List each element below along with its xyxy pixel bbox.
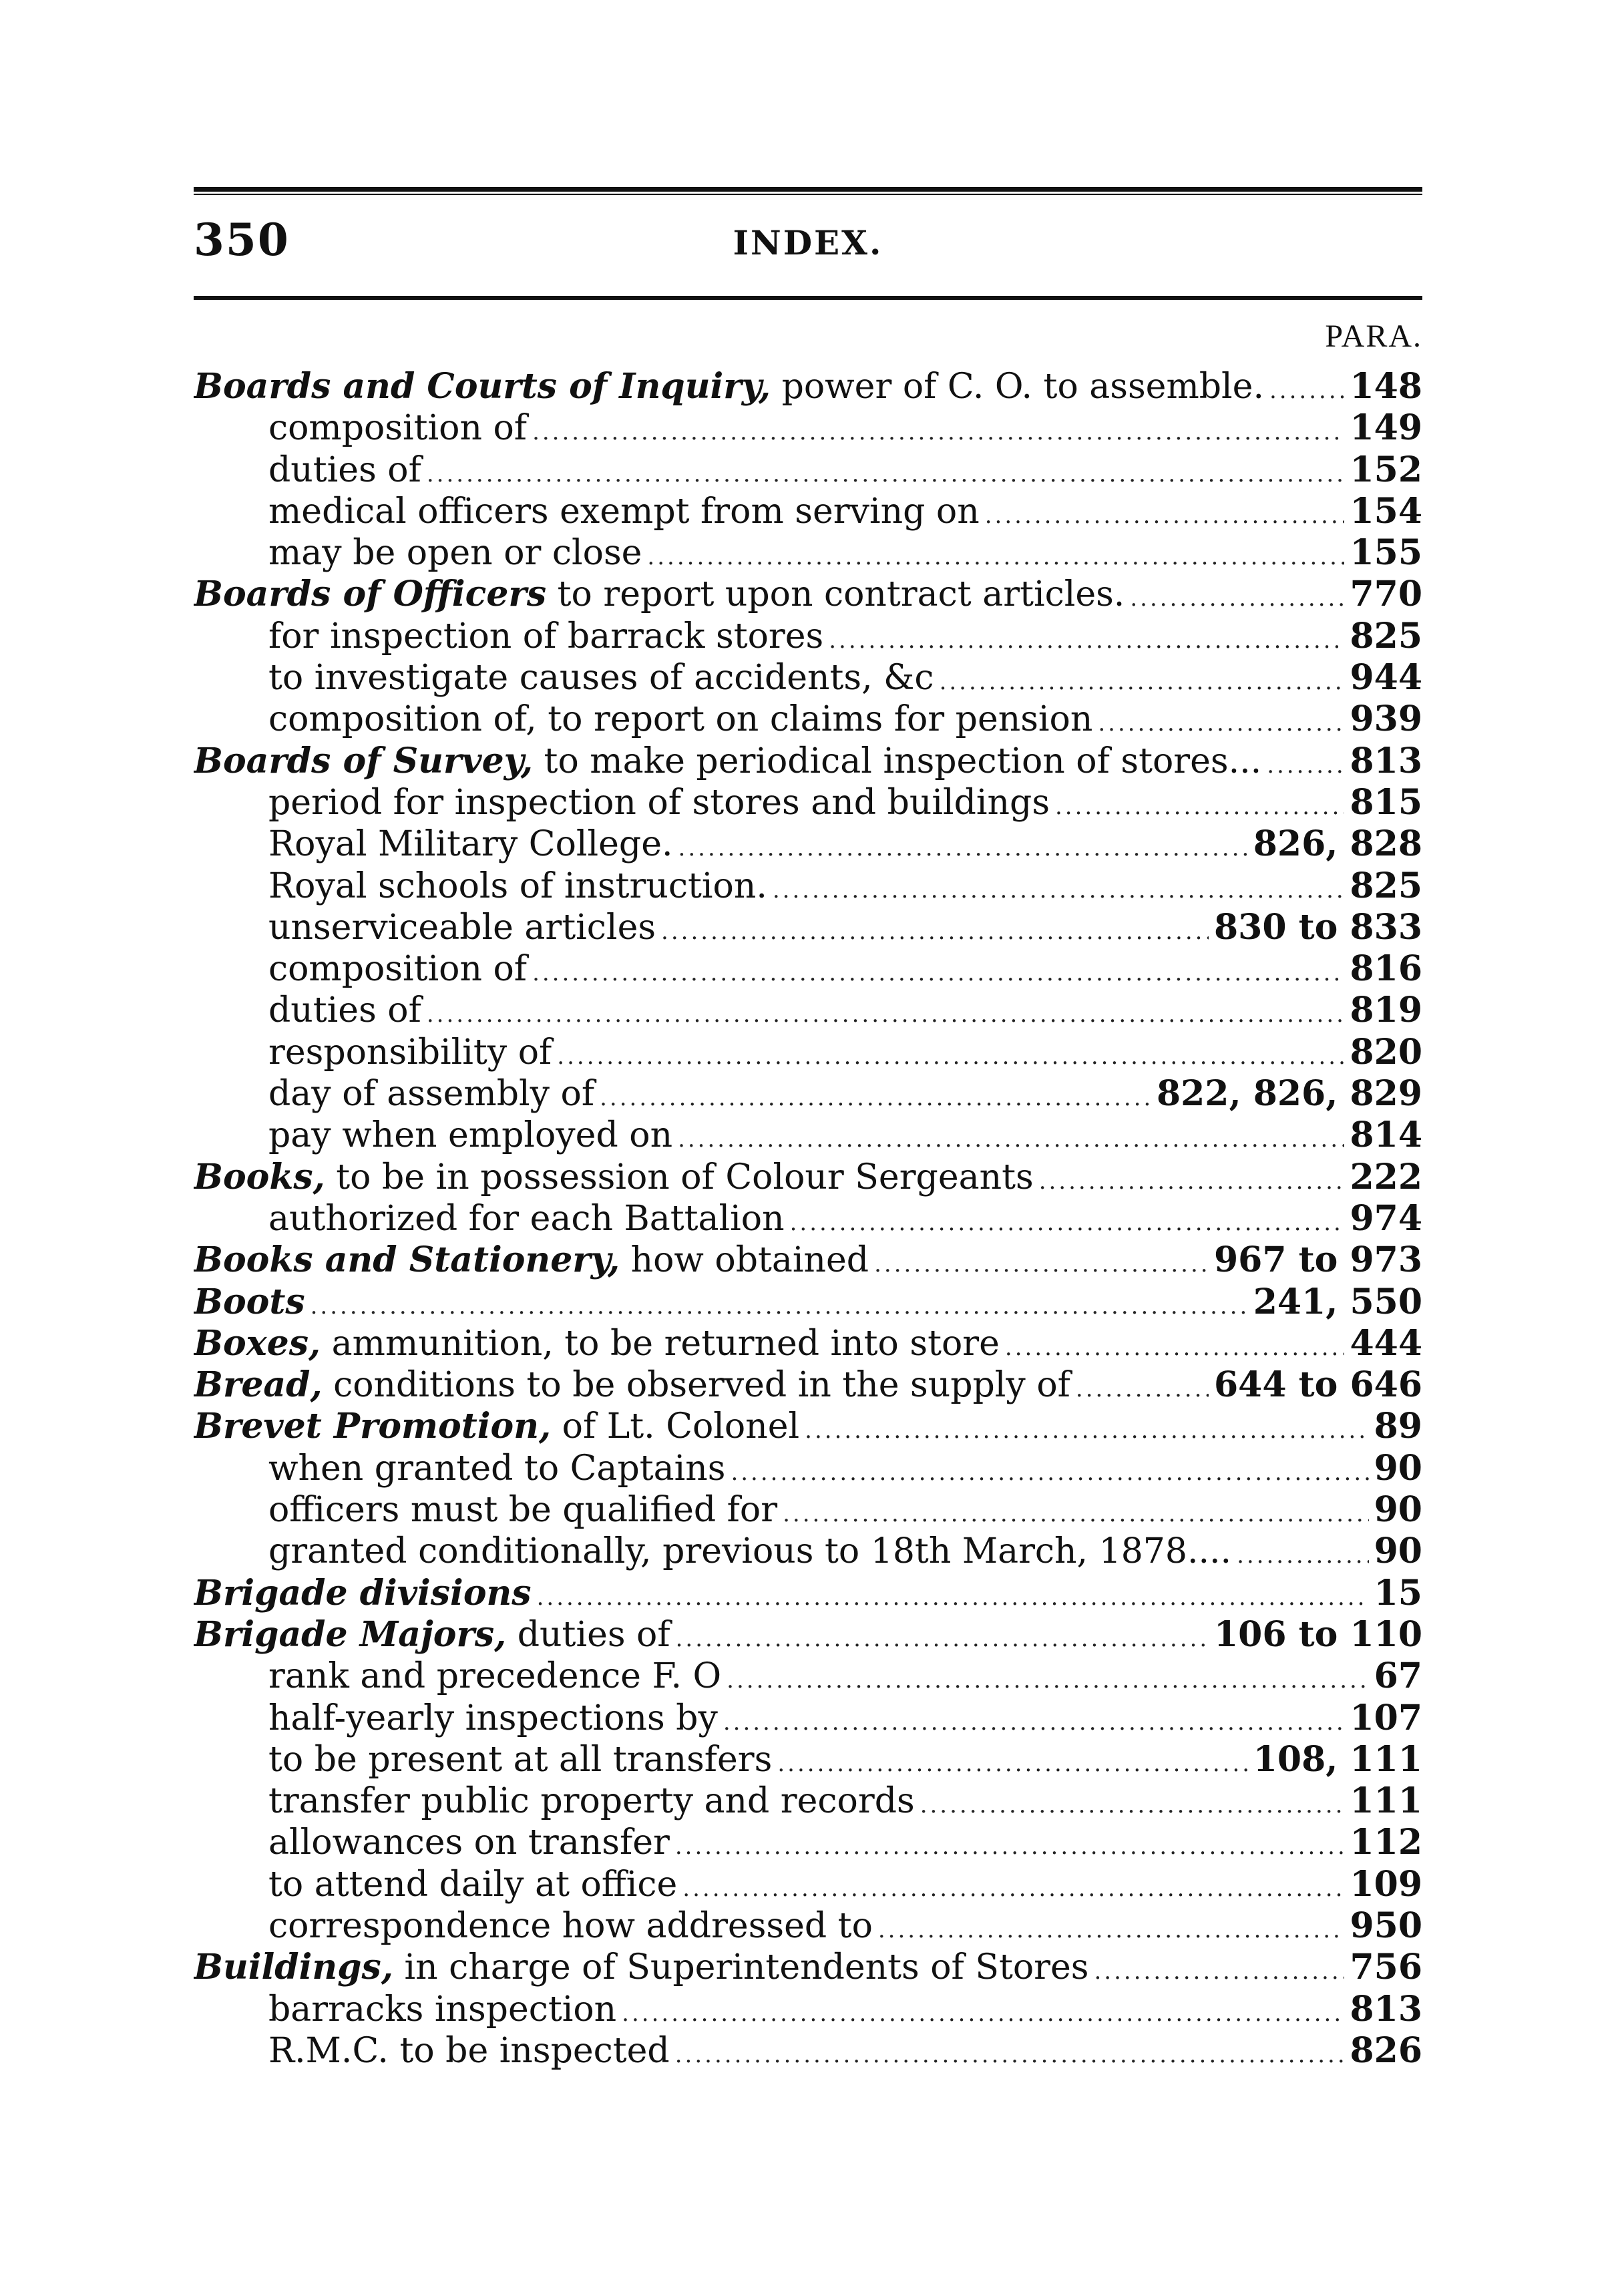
entry-text [194,1115,672,1156]
paragraph-reference: 826 [1350,2030,1422,2071]
dot-leader [675,1822,1345,1863]
index-entry [194,699,1422,740]
dot-leader [1130,574,1344,615]
dot-leader [829,616,1344,657]
index-entry [194,1905,1422,1947]
entry-text [194,1614,670,1656]
paragraph-reference: 820 [1350,1031,1422,1073]
entry-text [194,1364,1070,1406]
index-entry [194,407,1422,449]
entry-text [194,1864,677,1905]
dot-leader [878,1905,1345,1947]
dot-leader [1005,1323,1345,1364]
dot-leader [661,907,1209,948]
top-rule [194,187,1422,192]
entry-description: composition of, to report on claims for pension [268,699,1093,740]
entry-text [194,741,1261,782]
paragraph-reference: 756 [1350,1947,1422,1988]
entry-heading: Brevet Promotion, [194,1406,552,1447]
entry-text [194,990,421,1031]
dot-leader [622,1989,1344,2030]
entry-text [194,1822,670,1863]
index-entry [194,1989,1422,2030]
dot-leader [682,1864,1344,1905]
entry-text [194,1073,594,1115]
index-entry [194,1364,1422,1406]
entry-text [194,1780,915,1822]
entry-description: Royal Military College. [268,824,673,865]
entry-text [194,1905,873,1947]
entry-text [194,1989,616,2030]
entry-description: to make periodical inspection of stores... [544,741,1262,781]
entry-text [194,1157,1034,1198]
page-header [194,214,1422,280]
entry-heading: Boards of Survey, [194,740,534,781]
index-entry [194,1780,1422,1822]
paragraph-reference: 241, 550 [1253,1281,1422,1322]
index-entry [194,1032,1422,1073]
index-entry [194,657,1422,699]
entry-text [194,657,934,699]
dot-leader [537,1573,1369,1614]
index-entry [194,1864,1422,1905]
entry-description: to report upon contract articles. [557,574,1125,615]
entry-heading: Buildings, [194,1947,393,1988]
dot-leader [1237,1531,1369,1572]
index-entry [194,1115,1422,1156]
dot-leader [790,1198,1345,1239]
index-entry [194,366,1422,407]
entry-description: officers must be qualified for [268,1490,778,1531]
dot-leader [311,1282,1248,1323]
entry-text [194,699,1092,740]
index-entry [194,1406,1422,1447]
header-rule [194,296,1422,300]
dot-leader [1039,1157,1345,1198]
index-entry [194,782,1422,823]
entry-description: for inspection of barrack stores [268,616,824,656]
entry-description: half-yearly inspections by [268,1698,718,1738]
index-entry [194,1239,1422,1281]
index-entry [194,1489,1422,1531]
entry-description: day of assembly of [268,1074,595,1115]
entry-description: in charge of Superintendents of Stores [404,1947,1089,1988]
entry-heading: Brigade divisions [194,1572,532,1613]
paragraph-reference: 950 [1350,1905,1422,1946]
entry-description: barracks inspection [268,1989,617,2030]
index-entry [194,1739,1422,1780]
paragraph-reference: 974 [1350,1197,1422,1239]
entry-text [194,782,1050,823]
paragraph-reference: 770 [1350,574,1422,615]
entry-text [194,2030,670,2072]
paragraph-reference: 111 [1350,1780,1422,1822]
dot-leader [557,1032,1344,1073]
index-entry [194,1698,1422,1739]
entry-text [194,1282,305,1323]
entry-description: to investigate causes of accidents, &c [268,658,934,699]
dot-leader [727,1656,1368,1697]
index-entry [194,823,1422,865]
paragraph-reference: 825 [1350,865,1422,906]
paragraph-reference: 90 [1374,1489,1422,1531]
entry-text [194,1531,1231,1572]
entry-text [194,1448,725,1489]
entry-description: transfer public property and records [268,1781,915,1822]
paragraph-reference: 813 [1350,1988,1422,2030]
entry-text [194,1323,1000,1364]
paragraph-reference: 814 [1350,1115,1422,1156]
dot-leader [777,1739,1247,1780]
paragraph-reference: 444 [1350,1322,1422,1364]
dot-leader [532,407,1344,449]
paragraph-reference: 944 [1350,657,1422,699]
paragraph-reference: 830 to 833 [1214,906,1422,948]
index-entry [194,1157,1422,1198]
top-rule-thin [194,194,1422,195]
paragraph-reference: 825 [1350,615,1422,656]
entry-text [194,907,656,948]
entry-text [194,491,980,532]
paragraph-reference: 822, 826, 829 [1156,1073,1422,1115]
entry-description: authorized for each Battalion [268,1198,785,1239]
dot-leader [940,657,1345,699]
index-entry [194,1573,1422,1614]
paragraph-reference: 154 [1350,490,1422,532]
entry-description: power of C. O. to assemble. [781,367,1264,407]
entry-text [194,616,823,657]
entry-description: when granted to Captains [268,1448,726,1489]
index-entry [194,1614,1422,1656]
dot-leader [783,1489,1369,1531]
dot-leader [678,1115,1344,1156]
index-entry [194,741,1422,782]
paragraph-reference: 109 [1350,1863,1422,1905]
index-entry [194,616,1422,657]
dot-leader [773,866,1345,907]
entry-heading: Boards and Courts of Inquiry, [194,366,771,407]
entry-description: medical officers exempt from serving on [268,491,980,532]
paragraph-reference: 222 [1350,1156,1422,1197]
entry-heading: Boots [194,1281,305,1322]
paragraph-reference: 155 [1350,532,1422,574]
entry-text [194,532,642,574]
entry-text [194,823,673,865]
index-entry [194,1073,1422,1115]
index-entry [194,449,1422,491]
paragraph-reference: 967 to 973 [1214,1239,1422,1281]
dot-leader [678,823,1248,865]
paragraph-reference: 152 [1350,449,1422,490]
entry-description: period for inspection of stores and buildings [268,782,1050,823]
entry-description: rank and precedence F. O [268,1656,722,1697]
dot-leader [731,1448,1368,1489]
entry-text [194,1947,1088,1988]
paragraph-reference: 67 [1374,1656,1422,1697]
running-title: INDEX. [733,223,883,262]
entry-description: to be present at all transfers [268,1739,773,1780]
index-entry [194,1947,1422,1988]
entry-text [194,1198,785,1239]
entry-text [194,1698,718,1739]
dot-leader [532,948,1344,990]
entry-description: granted conditionally, previous to 18th March, 1878.... [268,1531,1232,1572]
index-entry [194,1323,1422,1364]
paragraph-reference: 112 [1350,1822,1422,1863]
index-entry [194,866,1422,907]
dot-leader [600,1073,1151,1115]
entry-text [194,574,1125,615]
index-entry [194,1282,1422,1323]
dot-leader [427,990,1345,1031]
dot-leader [1098,699,1344,740]
paragraph-reference: 826, 828 [1253,823,1422,865]
paragraph-reference: 108, 111 [1253,1738,1422,1780]
index-entry [194,1531,1422,1572]
paragraph-reference: 90 [1374,1447,1422,1489]
dot-leader [1269,366,1344,407]
entry-heading: Bread, [194,1364,323,1406]
paragraph-reference: 148 [1350,366,1422,407]
dot-leader [985,491,1345,532]
entry-description: responsibility of [268,1032,552,1073]
index-entry [194,574,1422,615]
dot-leader [805,1406,1368,1447]
entry-description: ammunition, to be returned into store [331,1323,1000,1364]
entry-text [194,1573,532,1614]
index-entry [194,491,1422,532]
entry-text [194,449,421,491]
dot-leader [1076,1364,1209,1406]
dot-leader [1094,1947,1344,1988]
paragraph-reference: 89 [1374,1406,1422,1447]
entry-heading: Brigade Majors, [194,1613,507,1655]
para-column-label: PARA. [1325,319,1422,354]
entry-text [194,1656,721,1697]
page-number: 350 [194,214,290,266]
entry-heading: Boxes, [194,1322,321,1364]
entry-description: R.M.C. to be inspected [268,2030,670,2071]
entry-text [194,1739,772,1780]
dot-leader [1055,782,1344,823]
entry-text [194,1489,777,1531]
paragraph-reference: 90 [1374,1531,1422,1572]
dot-leader [920,1780,1345,1822]
index-entry [194,1198,1422,1239]
dot-leader [675,2030,1345,2072]
paragraph-reference: 107 [1350,1697,1422,1738]
entry-text [194,366,1264,407]
entry-description: to be in possession of Colour Sergeants [336,1157,1034,1197]
paragraph-reference: 149 [1350,407,1422,449]
entry-heading: Books, [194,1156,325,1197]
entry-description: unserviceable articles [268,907,656,948]
index-entry [194,2030,1422,2072]
index-entry [194,1448,1422,1489]
paragraph-reference: 106 to 110 [1214,1613,1422,1655]
dot-leader [1267,741,1344,782]
paragraph-reference: 644 to 646 [1214,1364,1422,1406]
entry-description: duties of [517,1614,670,1655]
entry-description: Royal schools of instruction. [268,866,767,906]
entry-description: of Lt. Colonel [562,1406,800,1447]
entry-text [194,1239,869,1281]
dot-leader [647,532,1344,574]
paragraph-reference: 813 [1350,740,1422,781]
entry-heading: Boards of Officers [194,574,547,615]
entry-description: conditions to be observed in the supply of [333,1365,1070,1406]
dot-leader [723,1698,1345,1739]
entry-description: composition of [268,949,528,990]
entry-description: may be open or close [268,533,642,574]
index-entry [194,990,1422,1031]
paragraph-reference: 815 [1350,781,1422,823]
dot-leader [676,1614,1209,1656]
dot-leader [427,449,1345,491]
entry-description: how obtained [630,1240,869,1281]
entry-text [194,866,767,907]
entry-description: composition of [268,408,528,449]
paragraph-reference: 15 [1374,1572,1422,1613]
paragraph-reference: 819 [1350,990,1422,1031]
index-entry [194,1822,1422,1863]
entry-text [194,1406,799,1447]
index-entry [194,532,1422,574]
paragraph-reference: 939 [1350,699,1422,740]
index-entry [194,1656,1422,1697]
entry-description: allowances on transfer [268,1823,670,1863]
paragraph-reference: 816 [1350,948,1422,990]
entry-text [194,407,527,449]
index-entry [194,948,1422,990]
entry-heading: Books and Stationery, [194,1239,620,1281]
entry-description: duties of [268,449,421,490]
entry-text [194,948,527,990]
index-entries [194,366,1422,2072]
entry-description: correspondence how addressed to [268,1905,873,1946]
entry-description: pay when employed on [268,1115,673,1156]
index-entry [194,907,1422,948]
entry-text [194,1032,552,1073]
dot-leader [874,1239,1209,1281]
entry-description: to attend daily at office [268,1864,678,1905]
entry-description: duties of [268,990,421,1031]
